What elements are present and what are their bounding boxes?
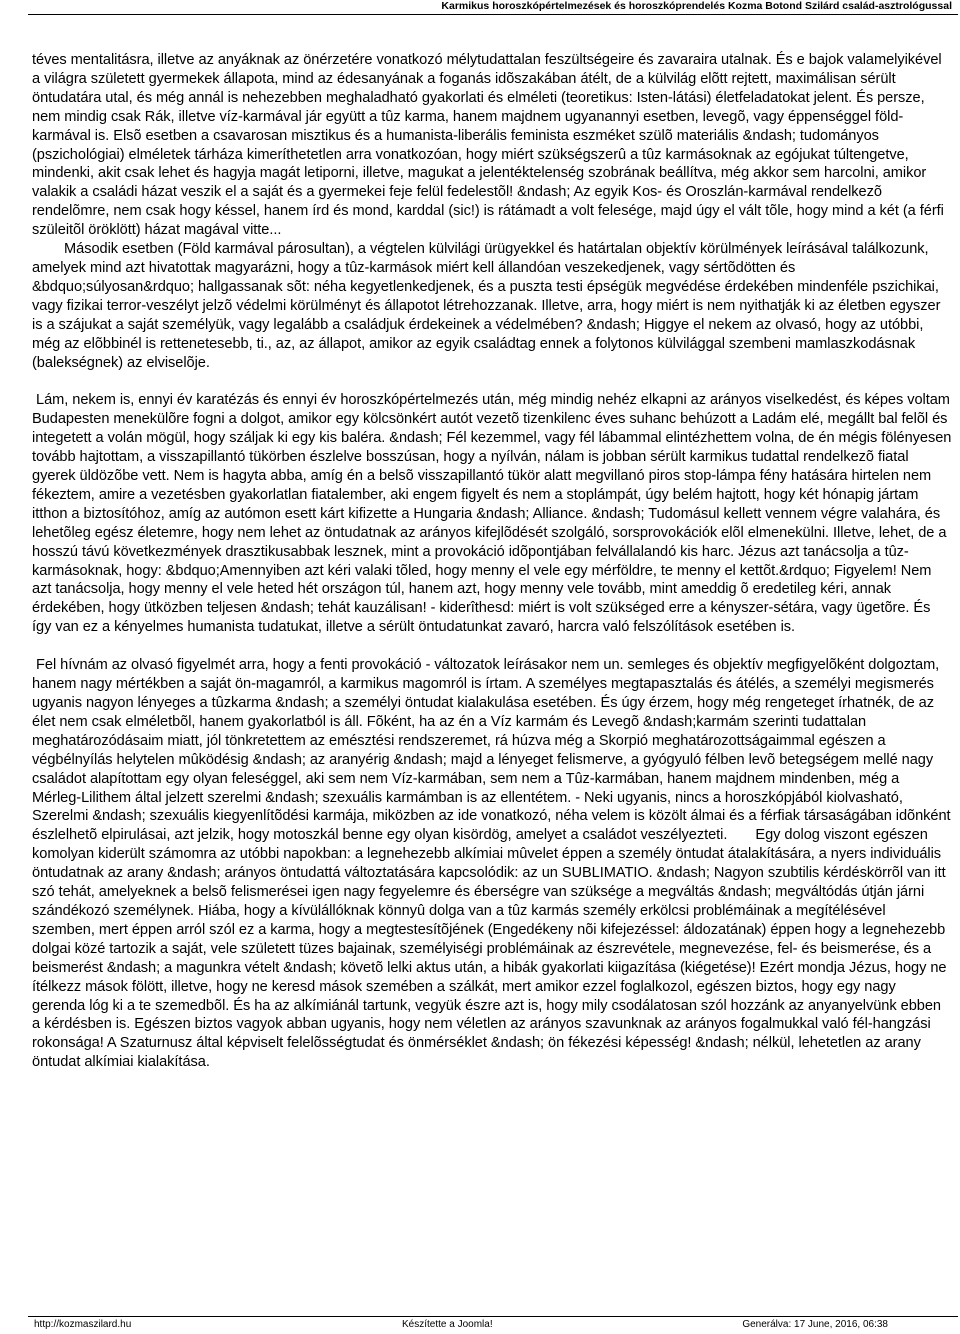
paragraph-4: Fel hívnám az olvasó figyelmét arra, hogy a fenti provokáció - változatok leírásakor nem un. semleges és objektív megfigyelõként dolgoztam, hanem nagy mértékben a saját ön-magamról, a karmikus magomról is írtam. A személyes megtapasztalás és átélés, a személyi megismerés ugyanis nagyon lényeges a tûzkarma &ndash; a személyi öntudat kialakulása esetében. És úgy érzem, hogy még rengeteget írhatnék, de az élet nem csak elméletbõl, hanem gyakorlatból is áll. Fõként, ha az én a Víz karmám és Levegõ &ndash;karmám szerinti tudattalan meghatározódásaim miatt, jól tönkretettem az emésztési rendszeremet, rá húzva még a Skorpió meghatározottságaimmal egészen a végbélnyílás helytelen mûködésig &ndash; az aranyérig &ndash; majd a lényeget felismerve, a gyógyuló félben levõ betegségem mellé nagy családot alapítottam egy olyan feleséggel, aki sem nem Víz-karmában, sem nem a Tûz-karmában, hanem majdnem mindenben, még a Mérleg-Lilithem által jelzett szerelmi &ndash; szexuális karmámban is az ellentétem. - Neki ugyanis, nincs a horoszkópjából kiolvasható, Szerelmi &ndash; szexuális kiegyenlítõdési karmája, miközben az ide vonatkozó, néha velem is közölt álmai és a férfiak társaságában idõnként észlelhetõ elpirulásai, azt jelzik, hogy motoszkál benne egy olyan kisördög, amelyet a családot veszélyezteti. Egy dolog viszont egészen komolyan kiderült számomra az utóbbi napokban: a legnehezebb alkímiai mûvelet éppen a személy öntudat átalakítására, a nyers individuális öntudatnak az arany &ndash; arányos öntudattá változtatására kapcsolódik: az un SUBLIMATIO. &ndash; Nagyon szubtilis kérdéskörrõl van itt szó tehát, amelyeknek a belsõ felismerései igen nagy fegyelemre és éberségre van szüksége a megváltás &ndash; megváltódás útján járni szándékozó személynek. Hiába, hogy a kívülállóknak könnyû dolga van a tûz karmás személy erkölcsi problémáinak a megítélésével szemben, mert éppen arról szól ez a karma, hogy a megtestesítõjének (Engedékeny nõi kifejezéssel: áldozatának) éppen hogy a legnehezebb dolgai közé tartozik a saját, vele született tüzes bajainak, személyiségi problémáinak az észrevétele, megnevezése, fel- és beismerése, és a beismerést &ndash; a magunkra vételt &ndash; követõ lelki aktus után, a hibák gyakorlati kiigazítása (kiégetése)! Ezért mondja Jézus, hogy ne ítélkezz mások fölött, illetve, hogy ne keresd mások szemében a szálkát, mert amikor ezzel foglalkozol, egészen biztos, hogy egy nagy gerenda lóg ki a te szemedbõl. És ha az alkímiánál tartunk, vegyük észre azt is, hogy mily csodálatosan szól hozzánk az anyanyelvünk ebben a kérdésben is. Egészen biztos vagyok abban ugyanis, hogy nem véletlen az arányos szavunknak az arányos fogalmukkal való fél-hangzási rokonsága! A Szaturnusz által képviselt felelõsségtudat és önmérséklet &ndash; ön fékezési képesség! &ndash; nélkül, lehetetlen az arany öntudat alkímiai kialakítása. [32, 657, 955, 1071]
footer-generated-date: Generálva: 17 June, 2016, 06:38 [742, 1319, 888, 1330]
footer-made-with: Készítette a Joomla! [402, 1319, 493, 1330]
paragraph-1: téves mentalitásra, illetve az anyáknak az önérzetére vonatkozó mélytudattalan feszültségeire és zavaraira utalnak. És e bajok valamelyikével a világra született gyermekek állapota, mind az édesanyának a foganás idõszakában átélt, de a külvilág elõtt rejtett, maximálisan sérült öntudatára utal, és még annál is nehezebben meghaladható gyakorlati és elméleti (teoretikus: Isten-látási) életfeladatokat jelent. És persze, nem mindig csak Rák, illetve víz-karmával jár együtt a tûz karma, hanem majdnem ugyanannyi esetben, levegõ, vagy éppenséggel föld-karmával is. Elsõ esetben a csavarosan misztikus és a humanista-liberális feminista eszméket szülõ materiális &ndash; tudományos (pszichológiai) elméletek tárháza kimeríthetetlen arra vonatkozóan, hogy miért szükségszerû a tûz karmásoknak az egójukat túltengetve, mindenki, akit csak lehet és hagyja magát letiporni, illetve, magukat a jelentéktelenség szobrának beállítva, még akkor sem harcolni, amikor valakik a családi házat veszik el a saját és a gyermekei feje felül fedelestõl! &ndash; Az egyik Kos- és Oroszlán-karmával rendelkezõ rendelõmre, nem csak hogy késsel, hanem írd és mond, karddal (sic!) is rátámadt a volt felesége, majd úgy el vált tõle, hogy mind a két (a férfi szüleitõl öröklött) házat magával vitte... [32, 52, 948, 239]
paragraph-2: Második esetben (Föld karmával párosultan), a végtelen külvilági ürügyekkel és határtalan objektív körülmények leírásával találkozunk, amelyek mind azt hivatottak magyarázni, hogy a tûz-karmások miért kell állandóan veszekedjenek, vagy sértõdötten és &bdquo;súlyosan&rdquo; hallgassanak sõt: néha kegyetlenkedjenek, és a puszta testi épségük megvédése érdekében mindenféle pszichikai, vagy fizikai terror-veszélyt jelzõ védelmi körülményt és állapotot létrehozzanak. Illetve, arra, hogy miért is nem nyithatják ki az életben egyszer is a szájukat a saját személyük, vagy legalább a családjuk érdekeinek a védelmében? &ndash; Higgye el nekem az olvasó, hogy az utóbbi, még az elõbbinél is rettenetesebb, ti., az, az állapot, amikor az egyik családtag ennek a folytonos külvilággal szembeni mamlaszkodásnak (balekségnek) az elviselõje. [32, 241, 945, 371]
paragraph-3: Lám, nekem is, ennyi év karatézás és ennyi év horoszkópértelmezés után, még mindig nehéz elkapni az arányos viselkedést, és képes voltam Budapesten menekülõre fogni a dolgot, amikor egy kölcsönkért autót vezetõ tizenkilenc éves suhanc behúzott a Ladám elé, megállt bal felõl és integetett a volán mögül, hogy száljak ki egy kis baléra. &ndash; Fél kezemmel, vagy fél lábammal elintézhettem volna, de én mégis fölényesen tovább hajtottam, a visszapillantó tükörben észlelve bosszúsan, hogy a nyílván, nálam is jobban sérült karmikus tudattal rendelkezõ fiatal gyerek üldözõbe vett. Nem is hagyta abba, amíg én a belsõ visszapillantó tükör alatt megvillanó piros stop-lámpa fény hatására hirtelen nem fékeztem, amire a vezetésben gyakorlatlan fiatalember, aki engem figyelt és nem a stoplámpát, úgy belém hajtott, hogy két hónapig jártam itthon a biztosítóhoz, amíg az autómon esett kárt kifizette a Hungaria &ndash; Alliance. &ndash; Tudomásul kellett vennem végre valahára, és lehetõleg egész életemre, hogy nem lehet az öntudatnak az arányos kifejlõdését szolgáló, sorsprovokációk elõl elmenekülni. Illetve, lehet, de a hosszú távú következmények drasztikusabbak lesznek, mint a provokáció idõpontjában felvállalandó kis harc. Jézus azt tanácsolja a tûz-karmásoknak, hogy: &bdquo;Amennyiben azt kéri valaki tõled, hogy menny el vele egy mérföldre, te menny el kettõt.&rdquo; Figyelem! Nem azt tanácsolja, hogy menny el vele heted hét országon túl, hanem azt, hogy menny vele tovább, mint ameddig õ eredetileg kéri, annak érdekében, hogy ütközben teljesen &ndash; tehát kauzálisan! - kiderîthesd: miért is volt szükséged erre a kényszer-sétára, vagy ügetõre. És így van ez a kényelmes humanista tudatukat, illetve a sérült öntudatunkat zavaró, harcra való felszólítások esetében is. [32, 392, 956, 636]
header-divider [28, 14, 958, 15]
footer-site-link[interactable]: http://kozmaszilard.hu [34, 1319, 132, 1330]
article-body [32, 51, 956, 1072]
paragraph-gap [32, 372, 952, 391]
page-footer [0, 1316, 960, 1334]
paragraph-gap [32, 637, 952, 656]
header-title: Karmikus horoszkópértelmezések és horoszkóprendelés Kozma Botond Szilárd család-asztrológussal [441, 0, 952, 12]
footer-divider [28, 1316, 958, 1317]
page-header [0, 0, 960, 14]
